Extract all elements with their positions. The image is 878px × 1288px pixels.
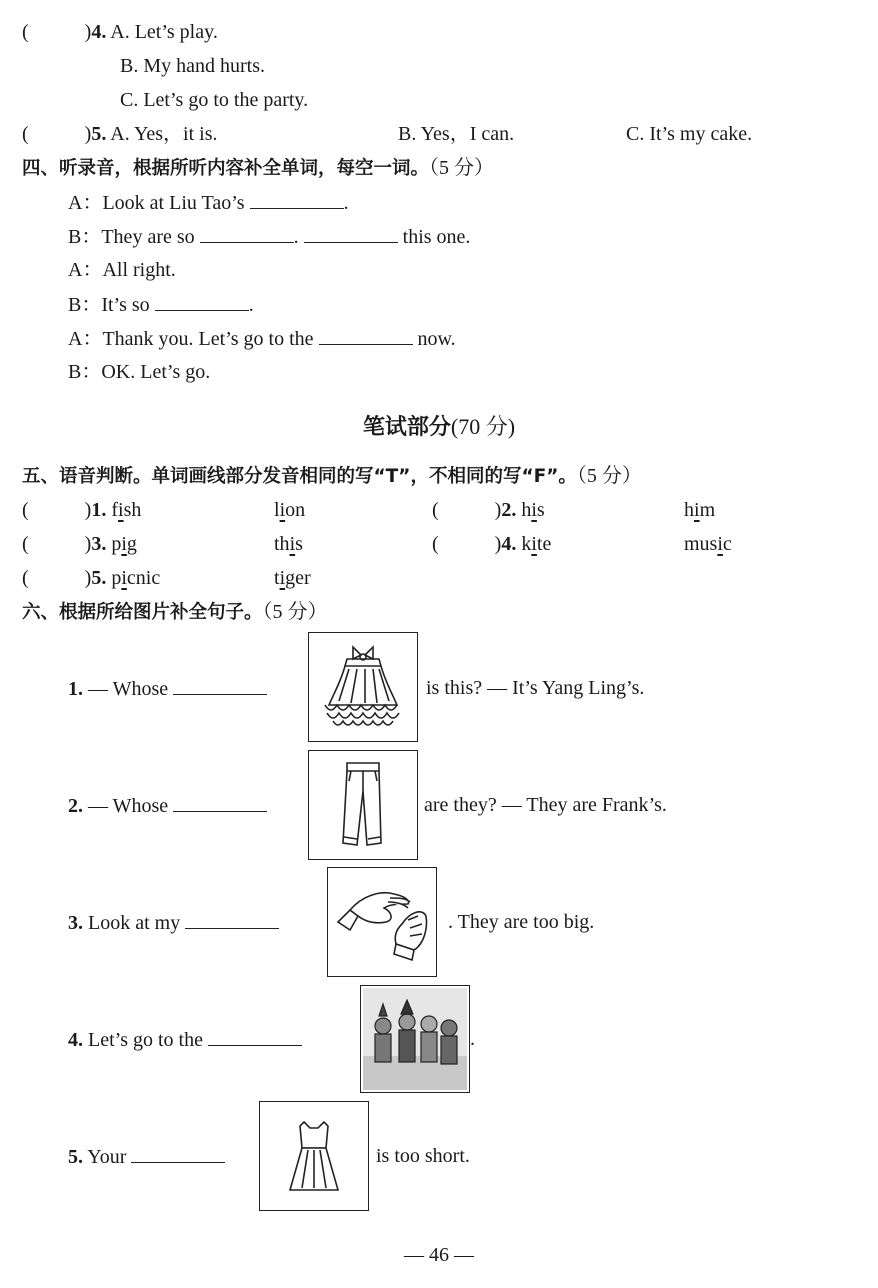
section-5-heading: [22, 464, 642, 489]
option-a: A. Yes，it is.: [110, 123, 218, 145]
word-1: picnic: [111, 567, 161, 589]
gloves-picture: [327, 867, 437, 977]
trousers-picture: [308, 750, 418, 860]
line-text: They are so: [101, 226, 195, 248]
sentence-start: — Whose: [88, 678, 169, 700]
item-number: 3: [91, 533, 102, 555]
heading-text: 四、听录音，根据所听内容补全单词，每空一词。: [22, 158, 430, 179]
speaker: B：: [68, 361, 102, 383]
line-text: All right.: [102, 259, 176, 281]
fill-blank[interactable]: [185, 910, 279, 929]
option-a: A. Let’s play.: [110, 21, 218, 43]
word-2: lion: [274, 499, 306, 521]
word-1: fish: [111, 499, 142, 521]
page-number: — 46 —: [404, 1244, 474, 1266]
speaker: A：: [68, 192, 103, 214]
picture-item-4: 4. Let’s go to the: [68, 1027, 302, 1052]
fill-blank[interactable]: [155, 292, 249, 311]
section-6-heading: [22, 600, 328, 625]
heading-points: （5 分）: [262, 601, 328, 623]
phonics-item-2: ( )2. his: [432, 499, 545, 521]
dress-icon: [260, 1102, 368, 1210]
fill-blank[interactable]: [319, 326, 413, 345]
line-text: It’s so: [101, 294, 150, 316]
option-b: B. My hand hurts.: [120, 55, 265, 77]
item-number: 1: [68, 678, 78, 700]
word-2: him: [684, 499, 716, 521]
fill-blank[interactable]: [250, 190, 344, 209]
picture-item-3: 3. Look at my: [68, 910, 279, 935]
dialogue-line-4: [68, 292, 254, 317]
phonics-item-4: ( )4. kite: [432, 533, 552, 555]
question-5: ( )5. A. Yes，it is.: [22, 123, 218, 145]
section-4-heading: [22, 156, 494, 181]
sentence-end: . They are too big.: [448, 911, 595, 933]
picture-item-2: 2. — Whose: [68, 793, 267, 818]
option-c: C. It’s my cake.: [626, 123, 753, 145]
dress-picture: [259, 1101, 369, 1211]
line-text: OK. Let’s go.: [101, 361, 211, 383]
title-points: (70 分): [450, 414, 516, 439]
dialogue-line-1: [68, 190, 349, 215]
trousers-icon: [309, 751, 417, 859]
gloves-icon: [328, 868, 436, 976]
heading-text: 六、根据所给图片补全句子。: [22, 602, 263, 623]
fill-blank[interactable]: [200, 224, 294, 243]
item-number: 3: [68, 912, 78, 934]
question-4: ( )4. A. Let’s play.: [22, 21, 218, 43]
title-text: 笔试部分: [362, 415, 451, 440]
sentence-start: Look at my: [88, 912, 181, 934]
party-picture: [360, 985, 470, 1093]
dialogue-line-5: [68, 326, 456, 351]
word-1: his: [521, 499, 545, 521]
line-mid: .: [293, 226, 299, 248]
speaker: A：: [68, 259, 103, 281]
question-number: 5: [91, 123, 102, 145]
word-2: music: [684, 533, 732, 555]
fill-blank[interactable]: [173, 676, 267, 695]
word-2: tiger: [274, 567, 311, 589]
sentence-end: .: [470, 1028, 475, 1050]
option-c: C. Let’s go to the party.: [120, 89, 309, 111]
speaker: A：: [68, 328, 103, 350]
fill-blank[interactable]: [131, 1144, 225, 1163]
speaker: B：: [68, 294, 102, 316]
line-end: now.: [417, 328, 456, 350]
sentence-start: Let’s go to the: [88, 1029, 203, 1051]
answer-paren-open: (: [22, 123, 29, 145]
item-number: 2: [501, 499, 512, 521]
sentence-start: — Whose: [88, 795, 169, 817]
phonics-item-1: ( )1. fish: [22, 499, 142, 521]
line-text: Thank you. Let’s go to the: [102, 328, 314, 350]
item-number: 5: [68, 1146, 78, 1168]
line-end: .: [343, 192, 349, 214]
answer-paren-close: ): [84, 21, 92, 43]
picture-item-5: 5. Your: [68, 1144, 225, 1169]
fill-blank[interactable]: [173, 793, 267, 812]
heading-points: （5 分）: [576, 465, 642, 487]
phonics-item-3: ( )3. pig: [22, 533, 137, 555]
item-number: 4: [68, 1029, 78, 1051]
fill-blank[interactable]: [304, 224, 398, 243]
dialogue-line-2: [68, 224, 470, 249]
speaker: B：: [68, 226, 102, 248]
line-end: this one.: [402, 226, 471, 248]
dialogue-line-3: [68, 258, 176, 282]
heading-points: （5 分）: [429, 157, 495, 179]
phonics-item-5: ( )5. picnic: [22, 567, 161, 589]
item-number: 4: [501, 533, 512, 555]
word-1: pig: [111, 533, 137, 555]
heading-text: 五、语音判断。单词画线部分发音相同的写“T”，不相同的写“F”。: [22, 466, 577, 487]
line-text: Look at Liu Tao’s: [102, 192, 245, 214]
sentence-end: are they? — They are Frank’s.: [424, 794, 667, 816]
option-b: B. Yes，I can.: [398, 123, 515, 145]
question-number: 4: [91, 21, 102, 43]
fill-blank[interactable]: [208, 1027, 302, 1046]
party-icon: [361, 986, 469, 1092]
skirt-icon: [309, 633, 417, 741]
answer-paren-open: (: [22, 21, 29, 43]
skirt-picture: [308, 632, 418, 742]
item-number: 5: [91, 567, 102, 589]
sentence-start: Your: [87, 1146, 127, 1168]
written-part-title: [0, 410, 878, 441]
line-end: .: [248, 294, 254, 316]
word-2: this: [274, 533, 303, 555]
item-number: 1: [91, 499, 102, 521]
picture-item-1: 1. — Whose: [68, 676, 267, 701]
dialogue-line-6: [68, 360, 210, 384]
item-number: 2: [68, 795, 78, 817]
sentence-end: is too short.: [376, 1145, 470, 1167]
sentence-end: is this? — It’s Yang Ling’s.: [426, 677, 645, 699]
word-1: kite: [521, 533, 552, 555]
answer-paren-close: ): [84, 123, 92, 145]
